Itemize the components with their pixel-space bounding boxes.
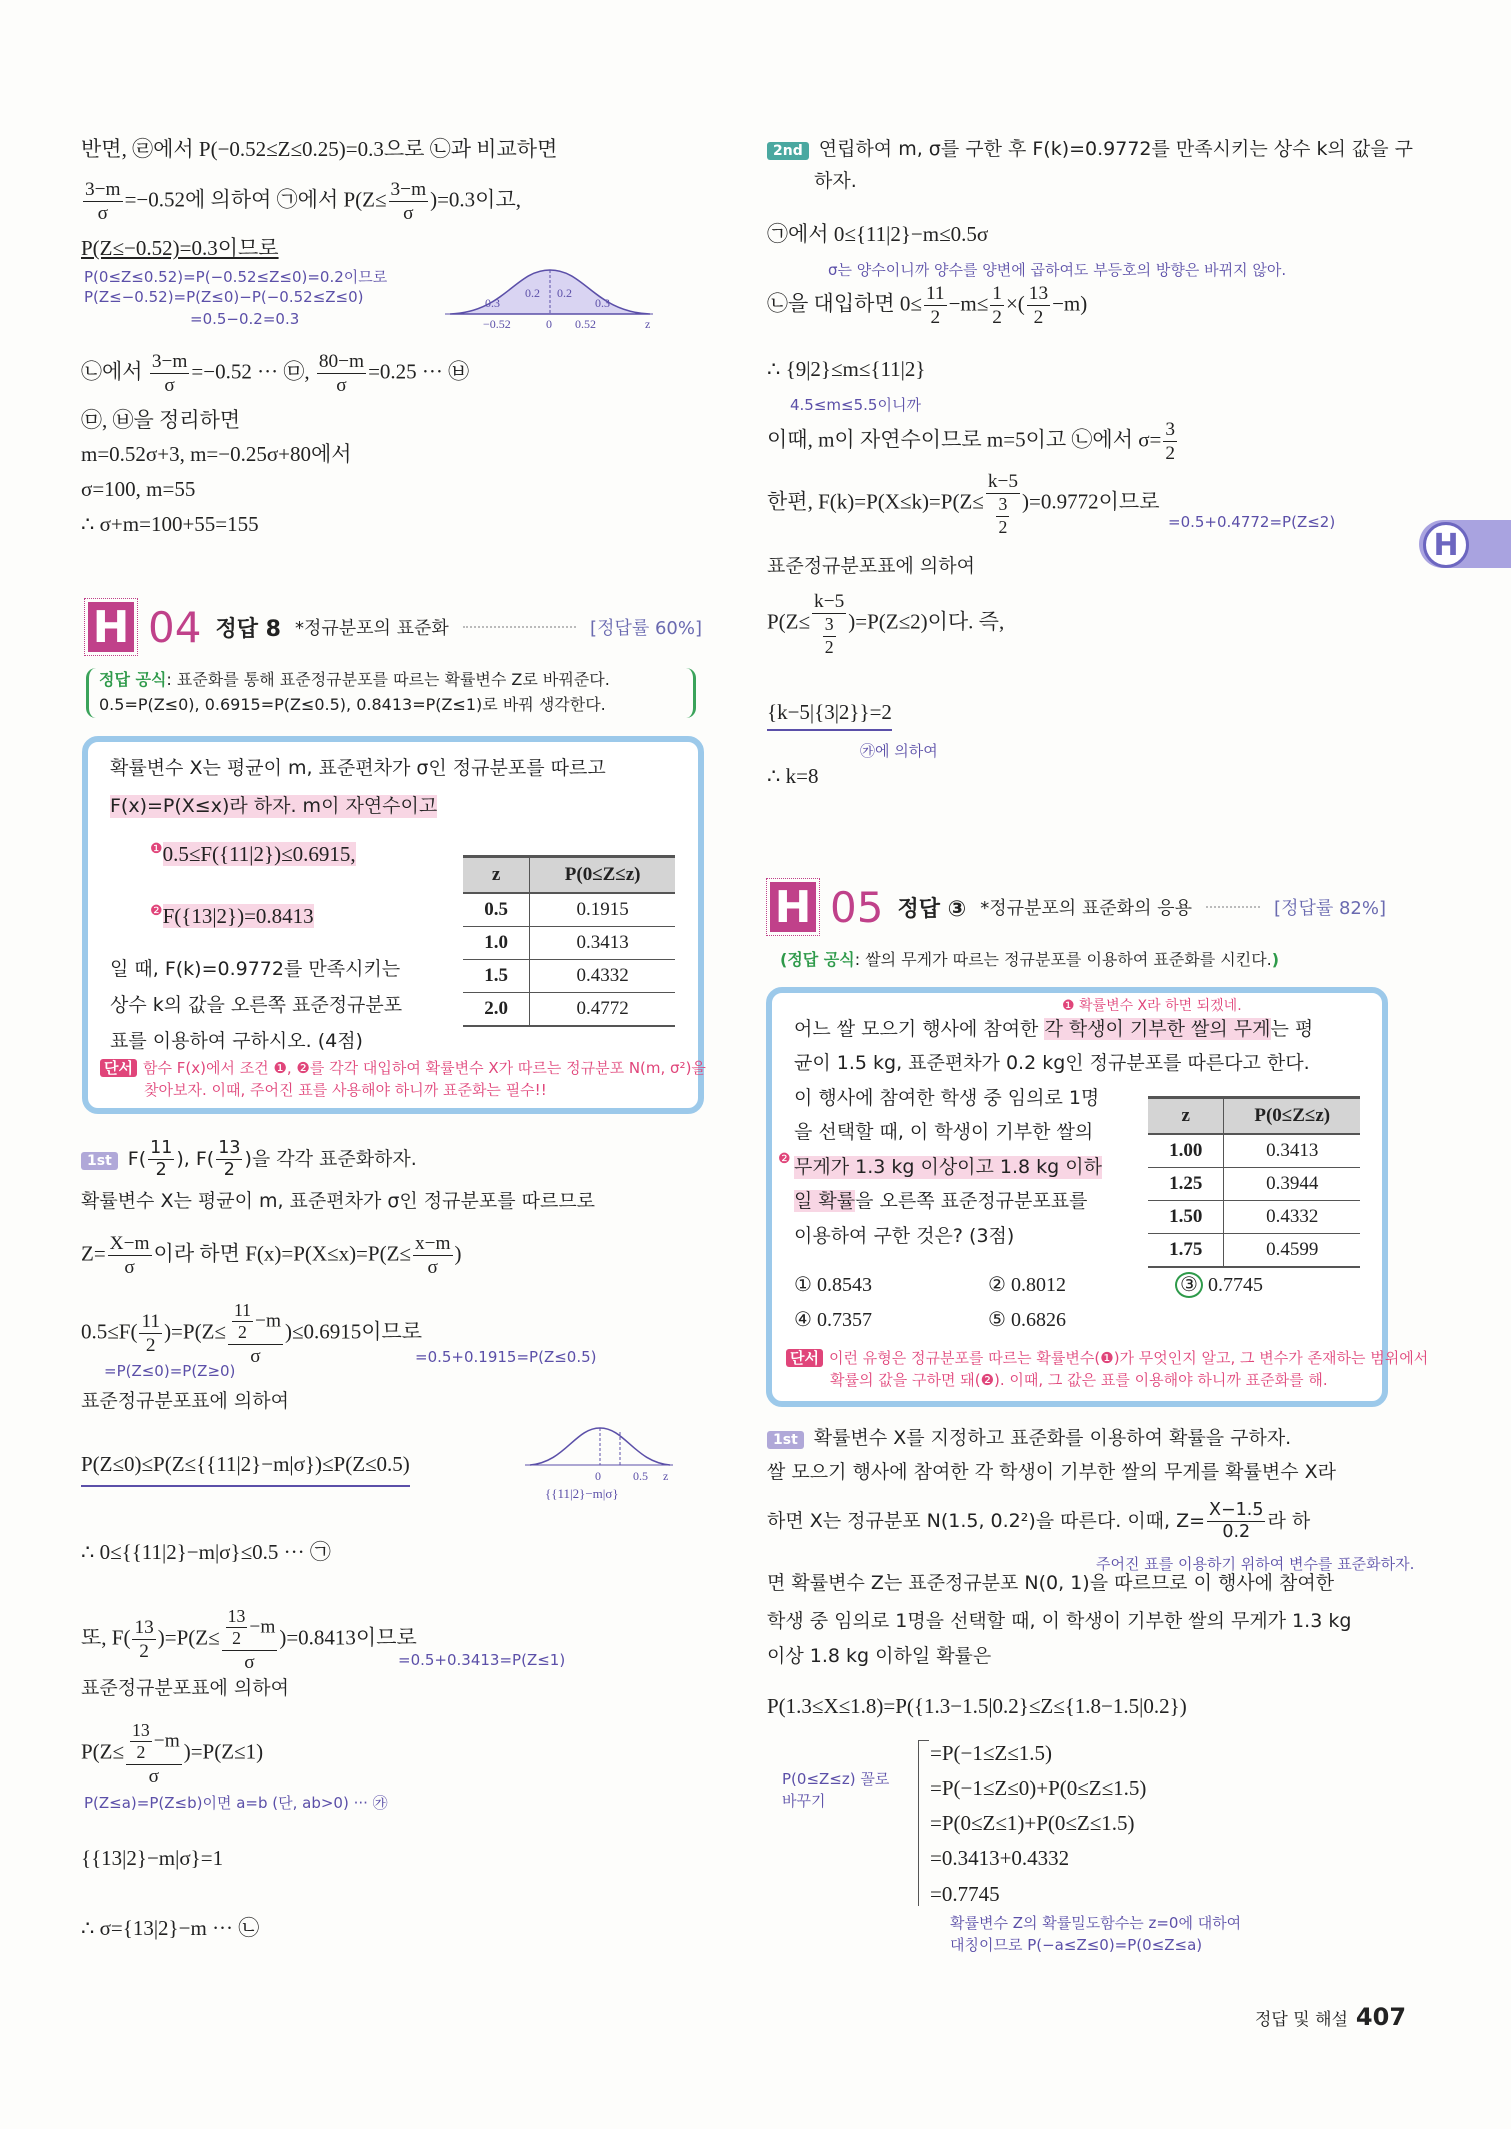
text-line: 하면 X는 정규분포 N(1.5, 0.2²)을 따른다. 이때, Z= $\frac{X-1.5}{0.2}$ 라 하 — [767, 1500, 1311, 1542]
note: =0.5+0.3413=P(Z≤1) — [398, 1651, 566, 1669]
table-cell: 1.75 — [1148, 1234, 1224, 1268]
equation-line: =P(0≤Z≤1)+P(0≤Z≤1.5) — [930, 1811, 1135, 1835]
text-line: 반면, ㉣에서 P(−0.52≤Z≤0.25)=0.3으로 ㉡과 비교하면 — [81, 137, 558, 161]
text-line: 표준정규분포표에 의하여 — [767, 555, 975, 577]
graph-label: {{11|2}−m|σ} — [545, 1486, 619, 1501]
side-note: 바꾸기 — [782, 1792, 826, 1810]
step-2 — [767, 138, 1413, 161]
note: σ는 양수이니까 양수를 양변에 곱하여도 부등호의 방향은 바뀌지 않아. — [828, 261, 1287, 279]
note: =0.5+0.4772=P(Z≤2) — [1168, 513, 1336, 531]
table-cell: 1.0 — [463, 927, 530, 960]
marker: ❷ — [150, 904, 163, 919]
text-line: 확률변수 X는 평균이 m, 표준편차가 σ인 정규분포를 따르므로 — [81, 1190, 596, 1212]
formula-bracket: ) — [1271, 950, 1280, 969]
step-tag: 1st — [81, 1152, 118, 1170]
tick-label: 0.52 — [575, 317, 596, 331]
fraction: $\frac{3}{2}$ — [824, 614, 834, 657]
hint — [100, 1058, 706, 1102]
formula-bracket: ( — [780, 950, 788, 969]
choice-5[interactable] — [988, 1307, 1066, 1332]
step-1 — [767, 1427, 1291, 1450]
choice-value: 0.8012 — [1005, 1274, 1066, 1296]
hint-text: 함수 F(x)에서 조건 ❶, ❷를 각각 대입하여 확률변수 X가 따르는 정규분포 N(m, σ²)을 — [142, 1059, 706, 1077]
equation-line: =0.3413+0.4332 — [930, 1846, 1070, 1870]
step-tag: 2nd — [767, 142, 809, 160]
h-badge: H — [88, 602, 134, 652]
hint-text: 찾아보자. 이때, 주어진 표를 사용해야 하니까 표준화는 필수!! — [144, 1080, 547, 1099]
condition-1 — [150, 842, 356, 867]
problem-text: 확률변수 X는 평균이 m, 표준편차가 σ인 정규분포를 따르고 — [110, 757, 606, 779]
problem-text: 이 행사에 참여한 학생 중 임의로 1명 — [794, 1087, 1100, 1109]
choice-number: ② — [988, 1274, 1006, 1296]
fraction: $\frac{11}{2}$ — [150, 1138, 173, 1180]
note: =0.5+0.1915=P(Z≤0.5) — [415, 1348, 597, 1366]
formula-label: 정답 공식 — [787, 950, 855, 969]
answer-formula — [86, 668, 696, 718]
fraction: $\frac{X-m}{\sigma}$ — [109, 1233, 150, 1279]
formula-text: : 쌀의 무게가 따르는 정규분포를 이용하여 표준화를 시킨다. — [854, 950, 1272, 969]
hint-text: 확률의 값을 구하면 돼(❷). 이때, 그 값은 표를 이용해야 하니까 표준화를 해. — [830, 1370, 1328, 1389]
text-line: 표준정규분포표에 의하여 — [81, 1677, 289, 1699]
tick-label: −0.52 — [483, 317, 511, 331]
fraction: $\frac{3-m}{\sigma}$ — [151, 351, 188, 397]
fraction: $\frac{1}{2}$ — [992, 283, 1002, 329]
topic: *정규분포의 표준화의 응용 — [980, 898, 1192, 919]
fraction: $\frac{3}{2}$ — [998, 494, 1008, 537]
table-cell: 1.00 — [1148, 1134, 1224, 1168]
answer-label: 정답 8 — [215, 616, 281, 642]
table-cell: 0.4332 — [1224, 1201, 1360, 1234]
curve-label: 0.3 — [595, 296, 610, 310]
text-line: 이때, m이 자연수이므로 m=5이고 ㉡에서 σ= $\frac{3}{2}$ — [767, 419, 1176, 465]
choice-2[interactable] — [988, 1272, 1066, 1297]
text-line: $\frac{3-m}{\sigma}$ =−0.52에 의하여 ㉠에서 P(Z≤ $\frac{3-m}{\sigma}$ )=0.3이고, — [85, 179, 522, 225]
table-row — [463, 927, 675, 960]
note: 확률변수 Z의 확률밀도함수는 z=0에 대하여 — [950, 1914, 1242, 1932]
step-text: 하자. — [814, 170, 857, 192]
text-line: P(Z≤0)≤P(Z≤{{11|2}−m|σ})≤P(Z≤0.5) — [81, 1452, 410, 1487]
table-cell: 2.0 — [463, 993, 530, 1027]
correct-rate: [정답률 82%] — [1274, 898, 1386, 919]
text-line: 학생 중 임의로 1명을 선택할 때, 이 학생이 기부한 쌀의 무게가 1.3 kg — [767, 1610, 1352, 1632]
step-1 — [81, 1138, 417, 1181]
choice-number: ⑤ — [988, 1309, 1006, 1331]
choice-4[interactable] — [794, 1307, 872, 1332]
step-text: F( $\frac{11}{2}$ ), F( $\frac{13}{2}$ )을 각각 표준화하자. — [127, 1138, 417, 1180]
problem-text — [794, 1190, 1087, 1213]
table-cell: 0.4599 — [1224, 1234, 1360, 1268]
equation-line: =0.7745 — [930, 1882, 1000, 1906]
table-cell: 0.3413 — [530, 927, 675, 960]
fraction: $\frac{3-m}{\sigma}$ — [85, 179, 121, 225]
equation-bracket — [918, 1740, 929, 1906]
equation-line: =P(−1≤Z≤0)+P(0≤Z≤1.5) — [930, 1776, 1147, 1800]
choice-3[interactable] — [1175, 1272, 1263, 1297]
annotation-text: 확률변수 X라 하면 되겠네. — [1079, 998, 1242, 1014]
dot-leader — [1206, 906, 1260, 908]
table-header: z — [463, 857, 530, 894]
problem-header-h04 — [88, 602, 702, 652]
problem-text: 상수 k의 값을 오른쪽 표준정규분포 — [110, 994, 403, 1016]
problem-text: 표를 이용하여 구하시오. (4점) — [110, 1030, 363, 1052]
fraction: $\frac{11}{2}$ — [233, 1300, 252, 1343]
marker: ❶ — [150, 842, 163, 857]
table-row — [463, 993, 675, 1027]
topic: *정규분포의 표준화 — [294, 618, 449, 639]
marker: ❶ — [1062, 998, 1075, 1014]
formula-label: 정답 공식 — [99, 670, 167, 689]
table-header: z — [1148, 1098, 1224, 1135]
fraction: $\frac{13}{2}$ — [134, 1617, 154, 1663]
table-cell: 1.5 — [463, 960, 530, 993]
normal-curve-diagram — [445, 262, 655, 332]
equation-line: =P(−1≤Z≤1.5) — [930, 1741, 1052, 1765]
problem-text: 무게가 1.3 kg 이상이고 1.8 kg 이하 — [794, 1156, 1102, 1178]
text: 어느 쌀 모으기 행사에 참여한 — [794, 1018, 1045, 1040]
note: =0.5−0.2=0.3 — [190, 310, 300, 328]
answer-formula — [770, 948, 1289, 973]
choice-number: ③ — [1175, 1272, 1203, 1298]
table-row — [1148, 1134, 1360, 1168]
table-cell: 0.4772 — [530, 993, 675, 1027]
table-cell: 1.50 — [1148, 1201, 1224, 1234]
curve-label: 0.2 — [525, 286, 540, 300]
problem-text: F(x)=P(X≤x)라 하자. m이 자연수이고 — [110, 795, 438, 817]
text-line: σ=100, m=55 — [81, 477, 196, 501]
problem-text: 이용하여 구한 것은? (3점) — [794, 1225, 1015, 1247]
tick-label: 0 — [595, 1469, 601, 1483]
text-line: 0.5≤F( $\frac{11}{2}$ )=P(Z≤ $\frac{11}{2}$ −m σ )≤0.6915이므로 — [81, 1300, 423, 1367]
text-line: 표준정규분포표에 의하여 — [81, 1390, 289, 1412]
table-cell: 0.3944 — [1224, 1168, 1360, 1201]
text-line: ∴ 0≤{{11|2}−m|σ}≤0.5 ··· ㉠ — [81, 1540, 331, 1564]
table-row — [463, 893, 675, 927]
answer-label: 정답 ③ — [897, 896, 967, 922]
footer-label: 정답 및 해설 — [1255, 2010, 1348, 2030]
text-line: ∴ σ+m=100+55=155 — [81, 512, 259, 536]
fraction: $\frac{13}{2}$ −m σ — [126, 1720, 182, 1788]
text-line: 이상 1.8 kg 이하일 확률은 — [767, 1645, 992, 1667]
text: 을 오른쪽 표준정규분포표를 — [855, 1190, 1088, 1212]
fraction: $\frac{11}{2}$ — [925, 283, 945, 329]
text-line: Z= $\frac{X-m}{\sigma}$ 이라 하면 F(x)=P(X≤x)=P(Z≤ $\frac{x-m}{\sigma}$ ) — [81, 1233, 462, 1279]
text-line: 또, F( $\frac{13}{2}$ )=P(Z≤ $\frac{13}{2}$ −m σ )=0.8413이므로 — [81, 1606, 417, 1673]
note: 4.5≤m≤5.5이니까 — [790, 396, 921, 414]
fraction: $\frac{13}{2}$ — [227, 1606, 246, 1649]
text-line: ㉡을 대입하면 0≤ $\frac{11}{2}$ −m≤ $\frac{1}{2}$ ×( $\frac{13}{2}$ −m) — [767, 283, 1088, 329]
table-row — [463, 960, 675, 993]
condition-text: F({13|2})=0.8413 — [162, 904, 314, 928]
text-line: ㉠에서 0≤{11|2}−m≤0.5σ — [767, 222, 989, 246]
text-line: 한편, F(k)=P(X≤k)=P(Z≤ $\frac{k-5}{\frac{3}{2}}$ )=0.9772이므로 — [767, 471, 1160, 537]
fraction: $\frac{13}{2}$ — [132, 1720, 150, 1763]
note: P(Z≤−0.52)=P(Z≤0)−P(−0.52≤Z≤0) — [84, 288, 364, 306]
z-table — [463, 855, 675, 1027]
text-line: P(Z≤ $\frac{13}{2}$ −m σ )=P(Z≤1) — [81, 1720, 264, 1787]
text-line: 쌀 모으기 행사에 참여한 각 학생이 기부한 쌀의 무게를 확률변수 X라 — [767, 1461, 1336, 1483]
section-tab[interactable] — [1419, 520, 1511, 568]
problem-header-h05 — [770, 882, 1386, 932]
tick-label: z — [645, 317, 651, 331]
table-cell: 0.5 — [463, 893, 530, 927]
correct-rate: [정답률 60%] — [590, 618, 702, 639]
formula-text: 0.5=P(Z≤0), 0.6915=P(Z≤0.5), 0.8413=P(Z≤1)로 바꿔 생각한다. — [99, 694, 606, 714]
note: P(Z≤a)=P(Z≤b)이면 a=b (단, ab>0) ··· ㉮ — [84, 1794, 388, 1812]
h-badge: H — [770, 882, 816, 932]
section-tab-label: H — [1423, 522, 1469, 568]
table-header: P(0≤Z≤z) — [1224, 1098, 1360, 1135]
table-cell: 1.25 — [1148, 1168, 1224, 1201]
fraction: $\frac{x-m}{\sigma}$ — [414, 1233, 451, 1279]
highlight: 일 확률 — [794, 1190, 856, 1212]
problem-text: 일 때, F(k)=0.9772를 만족시키는 — [110, 958, 401, 980]
note: ㉮에 의하여 — [860, 742, 938, 760]
choice-number: ① — [794, 1274, 812, 1296]
hint — [786, 1348, 1428, 1392]
step-tag: 1st — [767, 1431, 804, 1449]
step-text: 확률변수 X를 지정하고 표준화를 이용하여 확률을 구하자. — [813, 1427, 1292, 1449]
hint-text: 이런 유형은 정규분포를 따르는 확률변수(❶)가 무엇인지 알고, 그 변수가 존재하는 범위에서 — [828, 1349, 1429, 1367]
fraction: $\frac{3-m}{\sigma}$ — [390, 179, 427, 225]
text-line: {k−5|{3|2}}=2 — [767, 700, 892, 731]
normal-curve-diagram — [505, 1420, 675, 1520]
problem-text — [794, 1018, 1313, 1041]
problem-number: 04 — [148, 602, 202, 652]
text-line: P(Z≤ $\frac{k-5}{\frac{3}{2}}$ )=P(Z≤2)이다. 즉, — [767, 591, 1005, 657]
curve-label: 0.3 — [485, 296, 500, 310]
fraction: $\frac{13}{2}$ — [1028, 283, 1049, 329]
problem-text: 을 선택할 때, 이 학생이 기부한 쌀의 — [794, 1121, 1094, 1143]
table-row — [1148, 1168, 1360, 1201]
problem-text: 균이 1.5 kg, 표준편차가 0.2 kg인 정규분포를 따른다고 한다. — [794, 1052, 1310, 1074]
curve-label: 0.2 — [557, 286, 572, 300]
annotation — [1062, 998, 1242, 1015]
z-table — [1148, 1096, 1360, 1268]
tick-label: 0.5 — [633, 1469, 648, 1483]
fraction: $\frac{11}{2}$ — [141, 1311, 161, 1357]
fraction: $\frac{X-1.5}{0.2}$ — [1209, 1500, 1264, 1542]
choice-value: 0.7357 — [811, 1309, 872, 1331]
text-line: ∴ k=8 — [767, 764, 819, 788]
choice-value: 0.8543 — [811, 1274, 872, 1296]
table-cell: 0.3413 — [1224, 1134, 1360, 1168]
highlight: 각 학생이 기부한 쌀의 무게 — [1044, 1018, 1271, 1040]
marker: ❷ — [778, 1152, 791, 1167]
formula-text: : 표준화를 통해 표준정규분포를 따르는 확률변수 Z로 바꿔준다. — [166, 670, 610, 689]
dot-leader — [463, 626, 576, 628]
footer — [1255, 2003, 1406, 2031]
problem-number: 05 — [830, 882, 884, 932]
tick-label: 0 — [546, 317, 552, 331]
table-row — [1148, 1234, 1360, 1268]
fraction: $\frac{3}{2}$ — [1165, 419, 1176, 465]
condition-2 — [150, 904, 314, 929]
hint-label: 단서 — [786, 1349, 823, 1367]
table-row — [1148, 1201, 1360, 1234]
text-line: {{13|2}−m|σ}=1 — [81, 1846, 224, 1870]
step-text: 연립하여 m, σ를 구한 후 F(k)=0.9772를 만족시키는 상수 k의 값을 구 — [818, 138, 1413, 160]
fraction: $\frac{80-m}{\sigma}$ — [318, 351, 365, 397]
text-line: ㉡에서 $\frac{3-m}{\sigma}$ =−0.52 ··· ㉤, $\frac{80-m}{\sigma}$ =0.25 ··· ㉥ — [81, 351, 470, 397]
table-cell: 0.1915 — [530, 893, 675, 927]
text: 는 평 — [1270, 1018, 1314, 1040]
text-line: ㉤, ㉥을 정리하면 — [81, 408, 241, 432]
table-cell: 0.4332 — [530, 960, 675, 993]
text-line: ∴ σ={13|2}−m ··· ㉡ — [81, 1916, 260, 1940]
fraction: $\frac{13}{2}$ −m σ — [222, 1606, 278, 1674]
note: 대칭이므로 P(−a≤Z≤0)=P(0≤Z≤a) — [950, 1936, 1203, 1954]
fraction: $\frac{13}{2}$ — [218, 1138, 241, 1180]
side-note: P(0≤Z≤z) 꼴로 — [782, 1770, 890, 1788]
table-header: P(0≤Z≤z) — [530, 857, 675, 894]
choice-value: 0.7745 — [1202, 1274, 1263, 1296]
fraction: $\frac{11}{2}$ −m σ — [228, 1300, 283, 1368]
choice-number: ④ — [794, 1309, 812, 1331]
choice-1[interactable] — [794, 1272, 872, 1297]
text-line: P(1.3≤X≤1.8)=P({1.3−1.5|0.2}≤Z≤{1.8−1.5|0.2}) — [767, 1694, 1187, 1718]
hint-label: 단서 — [100, 1059, 137, 1077]
note: 주어진 표를 이용하기 위하여 변수를 표준화하자. — [1096, 1555, 1415, 1573]
text-line: ∴ {9|2}≤m≤{11|2} — [767, 357, 926, 381]
text-line: m=0.52σ+3, m=−0.25σ+80에서 — [81, 442, 352, 466]
fraction: $\frac{k-5}{\frac{3}{2}}$ — [987, 471, 1019, 537]
choice-value: 0.6826 — [1005, 1309, 1066, 1331]
note: =P(Z≤0)=P(Z≥0) — [104, 1362, 236, 1380]
text-line: P(Z≤−0.52)=0.3이므로 — [81, 236, 279, 260]
note: P(0≤Z≤0.52)=P(−0.52≤Z≤0)=0.2이므로 — [84, 268, 388, 286]
page-number: 407 — [1355, 2003, 1407, 2031]
text-line: 면 확률변수 Z는 표준정규분포 N(0, 1)을 따르므로 이 행사에 참여한 — [767, 1572, 1335, 1594]
condition-text: 0.5≤F({11|2})≤0.6915, — [162, 842, 356, 866]
tick-label: z — [663, 1469, 669, 1483]
fraction: $\frac{k-5}{\frac{3}{2}}$ — [814, 591, 845, 657]
